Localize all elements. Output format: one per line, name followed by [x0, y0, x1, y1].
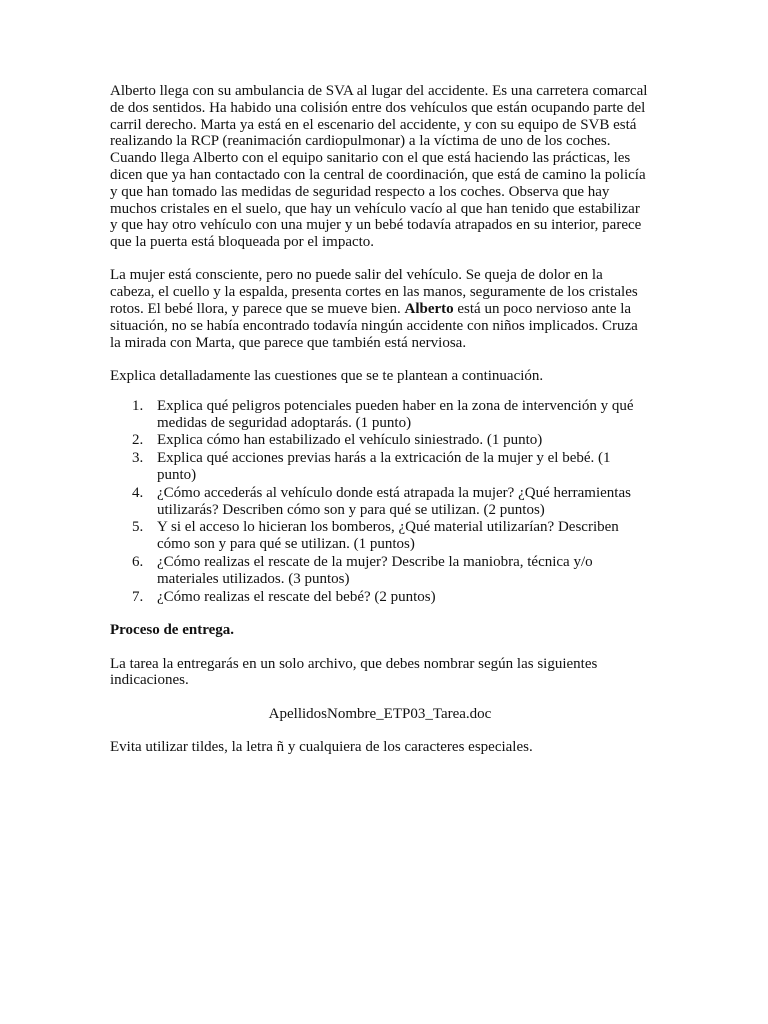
question-text: Explica qué acciones previas harás a la extricación de la mujer y el bebé. (1 punto) — [157, 450, 611, 483]
question-number: 5. — [132, 519, 144, 536]
question-text: Explica cómo han estabilizado el vehículo siniestrado. (1 punto) — [157, 432, 543, 449]
list-item — [110, 398, 650, 432]
delivery-instructions: La tarea la entregarás en un solo archivo, que debes nombrar según las siguientes indicaciones. — [110, 655, 598, 689]
list-item — [110, 519, 650, 553]
list-item — [110, 450, 650, 484]
question-text: Explica qué peligros potenciales pueden haber en la zona de intervención y qué medidas de seguridad adoptarás. (1 punto) — [157, 397, 634, 431]
delivery-heading: Proceso de entrega. — [110, 622, 234, 639]
questions-list — [110, 398, 650, 606]
question-text: ¿Cómo accederás al vehículo donde está atrapada la mujer? ¿Qué herramientas utilizarás? Describen cómo son y para qué se utilizan. (2 puntos) — [157, 484, 631, 518]
question-number: 7. — [132, 588, 144, 605]
question-text: ¿Cómo realizas el rescate de la mujer? Describe la maniobra, técnica y/o materiales utilizados. (3 puntos) — [157, 553, 593, 587]
patient-text-start: La mujer está consciente, pero no puede salir del vehículo. Se queja de dolor en la cabeza, el cuello y la espalda, presenta cortes en las manos, seguramente de los cristales rotos. El bebé llora, y parece que se mueve bien. — [110, 267, 638, 318]
question-number: 4. — [132, 484, 144, 501]
question-number: 2. — [132, 432, 144, 449]
alberto-name-bold: Alberto — [404, 301, 454, 318]
list-item — [110, 554, 650, 588]
delivery-note: Evita utilizar tildes, la letra ñ y cualquiera de los caracteres especiales. — [110, 739, 533, 755]
question-text: ¿Cómo realizas el rescate del bebé? (2 puntos) — [157, 588, 436, 605]
question-number: 3. — [132, 450, 144, 467]
patient-paragraph — [110, 267, 650, 351]
question-number: 1. — [132, 397, 144, 414]
filename-pattern: ApellidosNombre_ETP03_Tarea.doc — [268, 705, 492, 722]
list-item — [110, 485, 650, 519]
patient-text-end: está un poco nervioso ante la situación, no se había encontrado todavía ningún accidente con niños implicados. Cruza la mirada con Marta, que parece que también está nerviosa. — [110, 301, 638, 351]
document-page — [110, 83, 650, 772]
instructions-paragraph: Explica detalladamente las cuestiones que se te plantean a continuación. — [110, 367, 544, 384]
scenario-paragraph: Alberto llega con su ambulancia de SVA al lugar del accidente. Es una carretera comarcal de dos sentidos. Ha habido una colisión entre dos vehículos que están ocupando parte del carril derecho. Marta ya está en el escenario del accidente, y con su equipo de SVB está realizando la RCP (reanimación cardiopulmonar) a la víctima de uno de los coches. Cuando llega Alberto con el equipo sanitario con el que está haciendo las prácticas, les dicen que ya han contactado con la central de coordinación, que está de camino la policía y que han tomado las medidas de seguridad respecto a los coches. Observa que hay muchos cristales en el suelo, que hay un vehículo vacío al que han tenido que estabilizar y que hay otro vehículo con una mujer y un bebé todavía atrapados en su interior, parece que la puerta está bloqueada por el impacto. — [110, 83, 648, 251]
list-item — [110, 432, 650, 449]
question-number: 6. — [132, 553, 144, 570]
question-text: Y si el acceso lo hicieran los bomberos, ¿Qué material utilizarían? Describen cómo son y para qué se utilizan. (1 puntos) — [157, 519, 619, 553]
list-item — [110, 589, 650, 606]
